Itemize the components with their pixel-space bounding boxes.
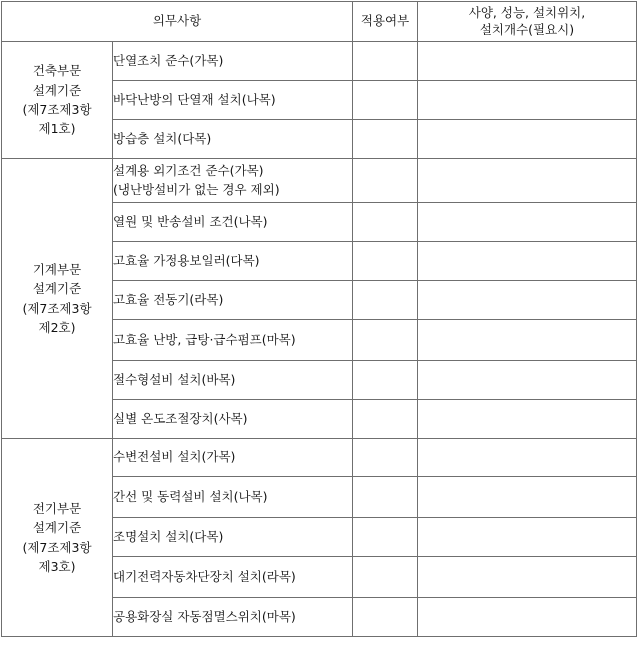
item-cell: 공용화장실 자동점멸스위치(마목) <box>113 598 353 637</box>
spec-cell[interactable] <box>418 242 637 281</box>
applicability-cell[interactable] <box>353 281 418 320</box>
header-spec-location-count: 사양, 성능, 설치위치, 설치개수(필요시) <box>418 2 637 42</box>
applicability-cell[interactable] <box>353 120 418 159</box>
table-row <box>2 159 637 203</box>
applicability-cell[interactable] <box>353 81 418 120</box>
applicability-cell[interactable] <box>353 477 418 518</box>
applicability-cell[interactable] <box>353 242 418 281</box>
applicability-cell[interactable] <box>353 518 418 557</box>
header-applicability: 적용여부 <box>353 2 418 42</box>
item-cell: 절수형설비 설치(바목) <box>113 361 353 400</box>
item-cell: 고효율 가정용보일러(다목) <box>113 242 353 281</box>
spec-cell[interactable] <box>418 361 637 400</box>
applicability-cell[interactable] <box>353 361 418 400</box>
item-cell: 간선 및 동력설비 설치(나목) <box>113 477 353 518</box>
item-cell: 단열조치 준수(가목) <box>113 42 353 81</box>
item-cell: 대기전력자동차단장치 설치(라목) <box>113 557 353 598</box>
applicability-cell[interactable] <box>353 557 418 598</box>
applicability-cell[interactable] <box>353 320 418 361</box>
spec-cell[interactable] <box>418 598 637 637</box>
spec-cell[interactable] <box>418 320 637 361</box>
category-architecture: 건축부문 설계기준 (제7조제3항 제1호) <box>2 42 113 159</box>
category-mechanical: 기계부문 설계기준 (제7조제3항 제2호) <box>2 159 113 439</box>
spec-cell[interactable] <box>418 518 637 557</box>
spec-cell[interactable] <box>418 557 637 598</box>
spec-cell[interactable] <box>418 81 637 120</box>
applicability-cell[interactable] <box>353 598 418 637</box>
header-row <box>2 2 637 42</box>
spec-cell[interactable] <box>418 281 637 320</box>
spec-cell[interactable] <box>418 42 637 81</box>
applicability-cell[interactable] <box>353 203 418 242</box>
item-cell: 바닥난방의 단열재 설치(나목) <box>113 81 353 120</box>
item-cell: 실별 온도조절장치(사목) <box>113 400 353 439</box>
spec-cell[interactable] <box>418 159 637 203</box>
spec-cell[interactable] <box>418 400 637 439</box>
category-electrical: 전기부문 설계기준 (제7조제3항 제3호) <box>2 439 113 637</box>
applicability-cell[interactable] <box>353 439 418 477</box>
header-mandatory-items: 의무사항 <box>2 2 353 42</box>
spec-cell[interactable] <box>418 120 637 159</box>
item-cell: 열원 및 반송설비 조건(나목) <box>113 203 353 242</box>
spec-cell[interactable] <box>418 203 637 242</box>
spec-cell[interactable] <box>418 439 637 477</box>
applicability-cell[interactable] <box>353 42 418 81</box>
item-cell: 고효율 전동기(라목) <box>113 281 353 320</box>
applicability-cell[interactable] <box>353 159 418 203</box>
item-cell: 조명설치 설치(다목) <box>113 518 353 557</box>
applicability-cell[interactable] <box>353 400 418 439</box>
table-row <box>2 439 637 477</box>
item-cell: 설계용 외기조건 준수(가목) (냉난방설비가 없는 경우 제외) <box>113 159 353 203</box>
spec-cell[interactable] <box>418 477 637 518</box>
item-cell: 고효율 난방, 급탕·급수펌프(마목) <box>113 320 353 361</box>
item-cell: 수변전설비 설치(가목) <box>113 439 353 477</box>
table-row <box>2 42 637 81</box>
item-cell: 방습층 설치(다목) <box>113 120 353 159</box>
mandatory-items-checklist-table <box>1 1 637 637</box>
